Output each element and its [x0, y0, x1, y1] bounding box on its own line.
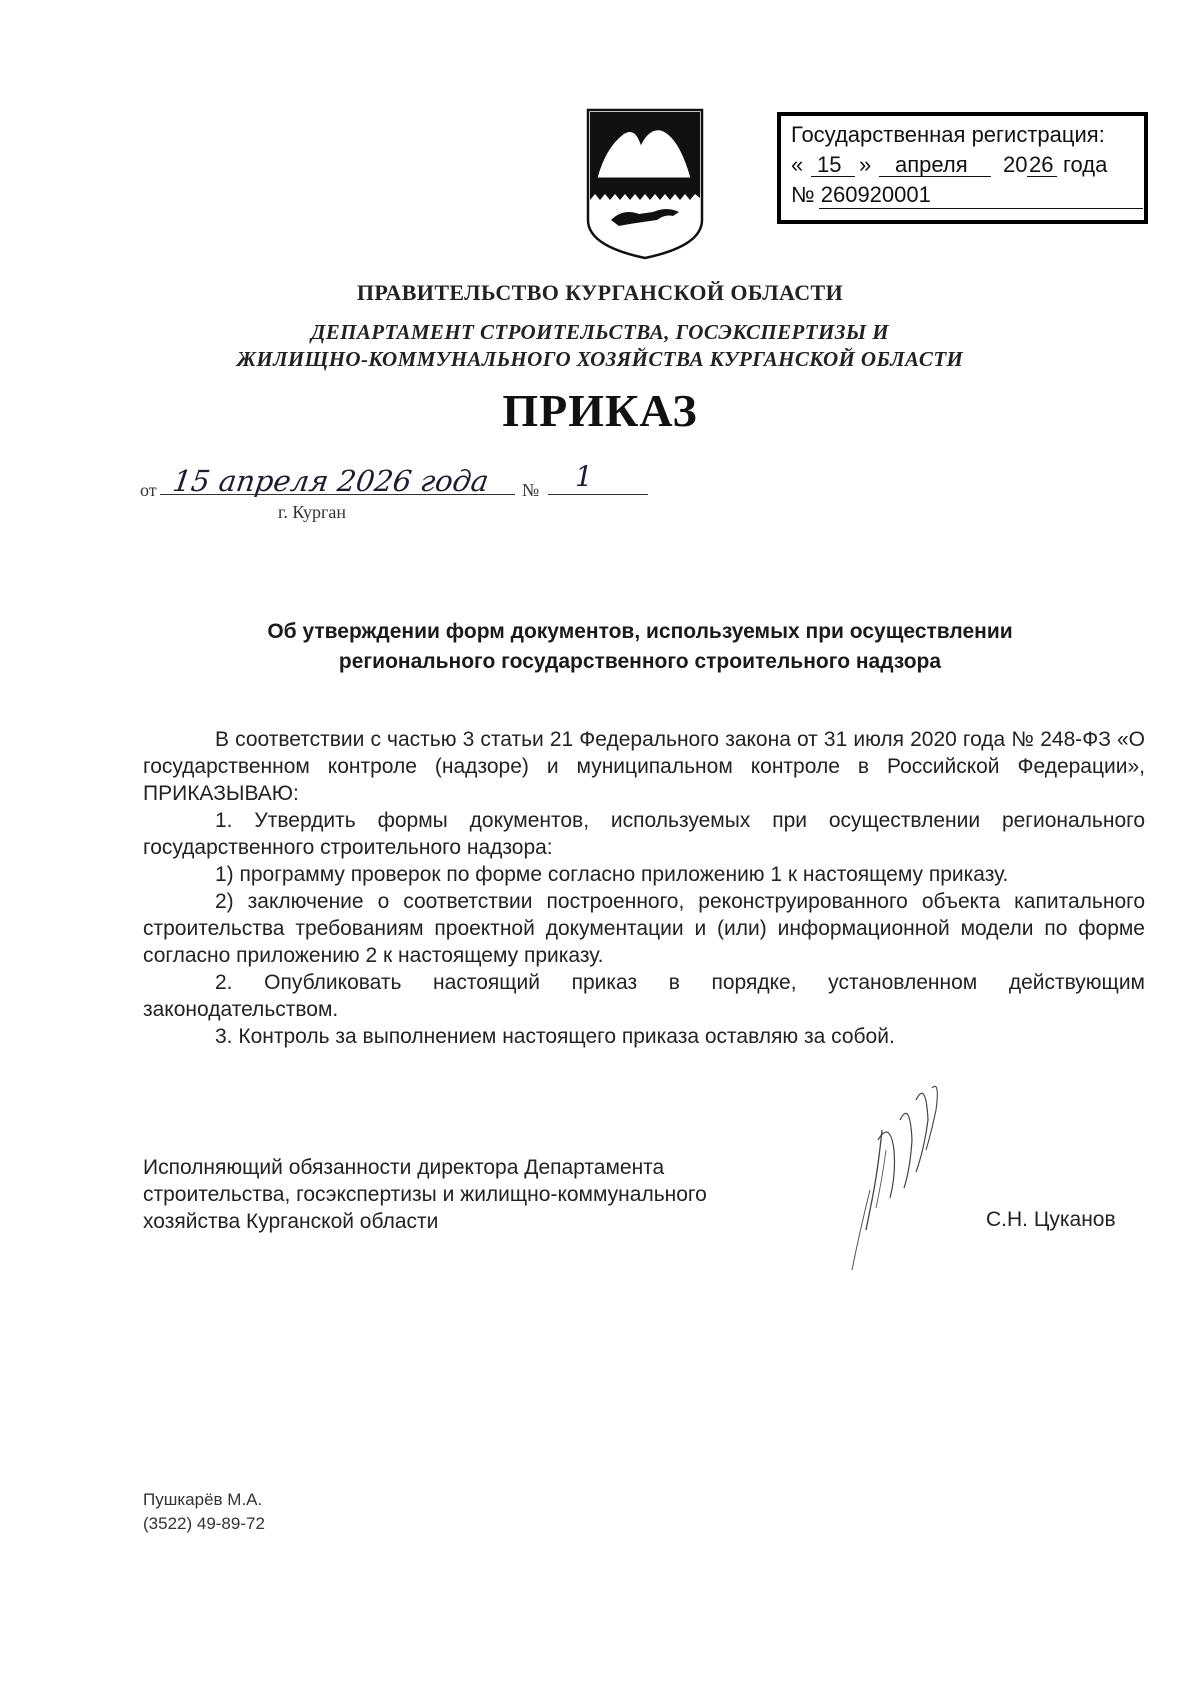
subject-line1: Об утверждении форм документов, используемых при осуществлении: [267, 620, 1013, 643]
order-body: [143, 726, 1145, 1050]
order-subject: [140, 617, 1140, 677]
registration-date: [791, 152, 1147, 180]
signatory-position-line3: хозяйства Курганской области: [143, 1210, 439, 1233]
date-from-label: от: [140, 480, 157, 500]
registration-year-word: года: [1063, 152, 1108, 177]
executor-name: Пушкарёв М.А.: [143, 1490, 263, 1509]
registration-day-underline: [811, 176, 855, 177]
registration-month: апреля: [895, 152, 968, 177]
body-paragraph-item-2: 2. Опубликовать настоящий приказ в порядке, установленном действующим законодательством.: [143, 971, 1145, 1021]
signatory-position-line1: Исполняющий обязанности директора Департамента: [143, 1156, 665, 1179]
order-date-line: [0, 460, 1200, 530]
registration-number-underline: [819, 208, 1143, 209]
coat-of-arms-emblem: [583, 108, 707, 260]
registration-quote-close: »: [859, 152, 872, 177]
document-type-title: ПРИКАЗ: [502, 385, 698, 436]
order-number-label: №: [522, 480, 540, 500]
registration-number-line: [791, 182, 1147, 210]
body-paragraph-item-1-1: 1) программу проверок по форме согласно приложению 1 к настоящему приказу.: [215, 863, 1009, 886]
executor-info: [143, 1488, 265, 1536]
registration-year-suffix: 26: [1029, 152, 1054, 177]
department-name-line1: ДЕПАРТАМЕНТ СТРОИТЕЛЬСТВА, ГОСЭКСПЕРТИЗЫ И: [311, 320, 889, 344]
order-number-underline: [548, 494, 648, 495]
signatory-position: [143, 1154, 823, 1235]
city-label: г. Курган: [278, 502, 347, 522]
handwritten-signature: [820, 1080, 970, 1280]
registration-quote-open: «: [791, 152, 804, 177]
government-name: ПРАВИТЕЛЬСТВО КУРГАНСКОЙ ОБЛАСТИ: [356, 280, 844, 305]
executor-phone: (3522) 49-89-72: [143, 1514, 265, 1533]
signatory-name: С.Н. Цуканов: [986, 1208, 1116, 1231]
department-name-line2: ЖИЛИЩНО-КОММУНАЛЬНОГО ХОЗЯЙСТВА КУРГАНСКОЙ ОБЛАСТИ: [236, 347, 964, 371]
body-paragraph-item-3: 3. Контроль за выполнением настоящего приказа оставляю за собой.: [215, 1025, 895, 1048]
registration-day: 15: [817, 152, 842, 177]
registration-title: Государственная регистрация:: [791, 122, 1105, 147]
subject-line2: регионального государственного строительного надзора: [338, 650, 942, 673]
registration-number: 260920001: [820, 182, 931, 207]
signatory-position-line2: строительства, госэкспертизы и жилищно-коммунального: [143, 1183, 707, 1206]
registration-stamp: [777, 112, 1148, 224]
date-underline: [160, 494, 515, 495]
body-paragraph-item-1: 1. Утвердить формы документов, используемых при осуществлении регионального государственного строительного надзора:: [143, 809, 1145, 859]
body-paragraph-item-1-2: 2) заключение о соответствии построенного, реконструированного объекта капитального строительства требованиям проектной документации и (или) информационной модели по форме согласно приложению 2 к настоящему приказу.: [143, 890, 1145, 967]
registration-year-underline: [1027, 176, 1057, 177]
handwritten-order-number: 1: [575, 460, 593, 493]
handwritten-date: 15 апреля 2026 года: [170, 464, 491, 498]
body-paragraph-preamble: В соответствии с частью 3 статьи 21 Федерального закона от 31 июля 2020 года № 248-ФЗ «О государственном контроле (надзоре) и муниципальном контроле в Российской Федерации», ПРИКАЗЫВАЮ:: [143, 728, 1145, 805]
registration-year-prefix: 20: [1003, 152, 1028, 177]
registration-number-sign: №: [791, 182, 815, 207]
registration-month-underline: [879, 176, 991, 177]
